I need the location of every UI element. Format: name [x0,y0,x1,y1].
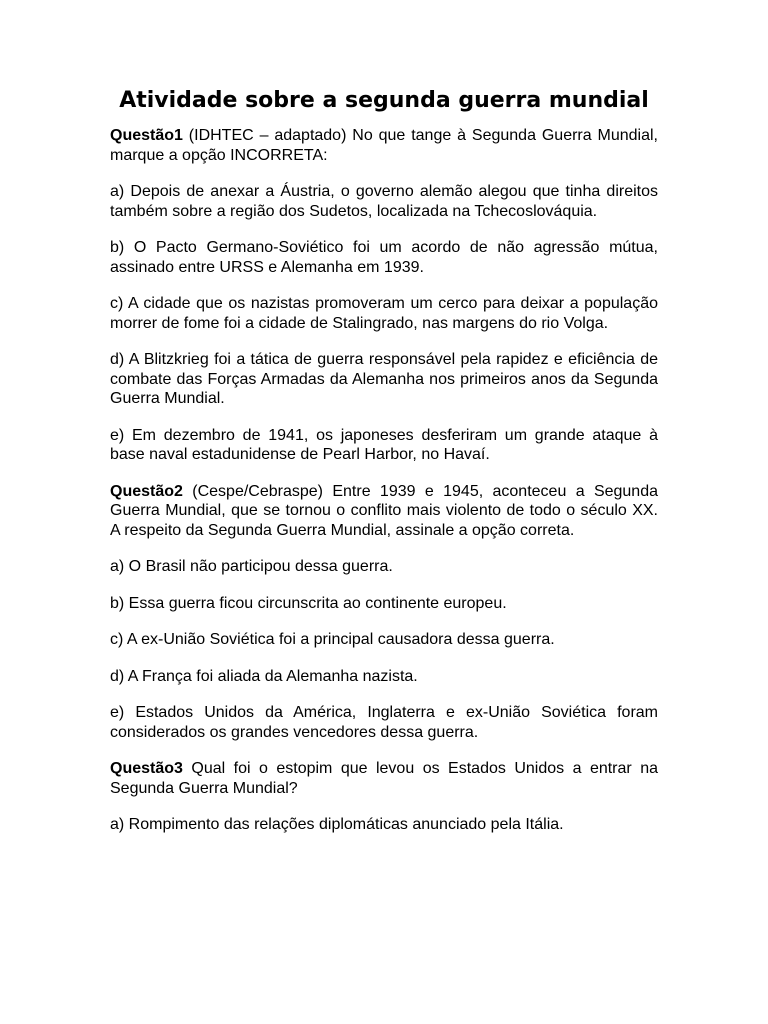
question-2-option-d: d) A França foi aliada da Alemanha nazista. [110,667,418,685]
question-1-option-a: a) Depois de anexar a Áustria, o governo alemão alegou que tinha direitos também sobre a região dos Sudetos, localizada na Tchecoslováquia. [110,183,658,220]
question-3-label: Questão3 [110,760,183,777]
question-2-option-b: b) Essa guerra ficou circunscrita ao continente europeu. [110,594,507,612]
question-1-option-d: d) A Blitzkrieg foi a tática de guerra responsável pela rapidez e eficiência de combate das Forças Armadas da Alemanha nos primeiros anos da Segunda Guerra Mundial. [110,351,658,407]
question-1-stem [110,126,658,165]
question-3-text: Qual foi o estopim que levou os Estados Unidos a entrar na Segunda Guerra Mundial? [110,760,658,797]
question-2-option-a: a) O Brasil não participou dessa guerra. [110,558,393,575]
question-3-option-a: a) Rompimento das relações diplomáticas anunciado pela Itália. [110,816,564,833]
question-2-option-c: c) A ex-União Soviética foi a principal causadora dessa guerra. [110,631,555,648]
document-page [110,86,658,852]
question-2-label: Questão2 [110,482,183,500]
question-3-stem [110,759,658,798]
question-2-stem [110,482,658,541]
question-1-option-c: c) A cidade que os nazistas promoveram um cerco para deixar a população morrer de fome foi a cidade de Stalingrado, nas margens do rio Volga. [110,295,658,332]
document-title: Atividade sobre a segunda guerra mundial [119,88,649,113]
question-1-option-b: b) O Pacto Germano-Soviético foi um acordo de não agressão mútua, assinado entre URSS e Alemanha em 1939. [110,239,658,276]
question-1-label: Questão1 [110,127,183,144]
question-1-text: (IDHTEC – adaptado) No que tange à Segunda Guerra Mundial, marque a opção INCORRETA: [110,127,658,164]
question-2-option-e: e) Estados Unidos da América, Inglaterra e ex-União Soviética foram considerados os grandes vencedores dessa guerra. [110,704,658,741]
question-2-text: (Cespe/Cebraspe) Entre 1939 e 1945, aconteceu a Segunda Guerra Mundial, que se tornou o conflito mais violento de todo o século XX. A respeito da Segunda Guerra Mundial, assinale a opção correta. [110,482,658,539]
question-1-option-e: e) Em dezembro de 1941, os japoneses desferiram um grande ataque à base naval estadunidense de Pearl Harbor, no Havaí. [110,426,658,463]
